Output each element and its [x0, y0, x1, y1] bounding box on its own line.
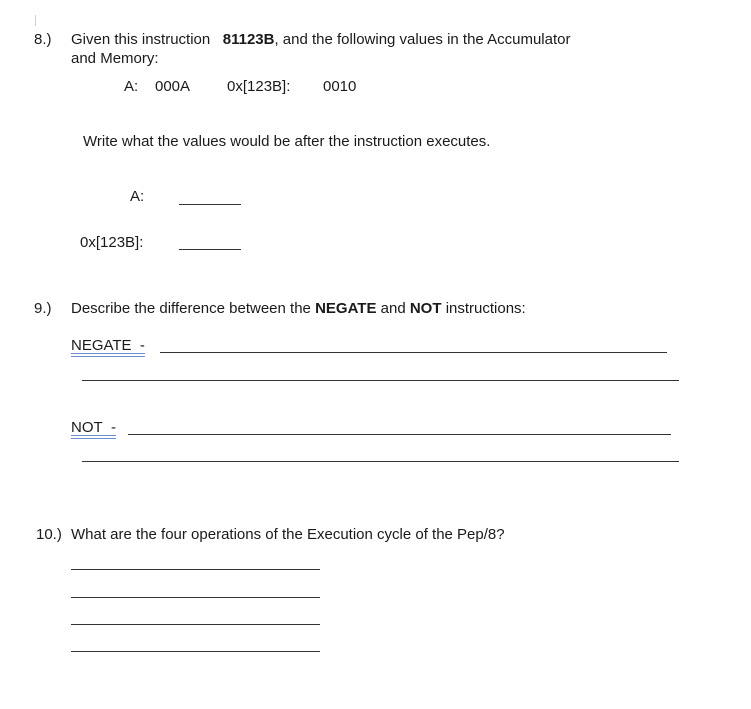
not-answer-line-1[interactable] [128, 434, 671, 435]
question-8-instruction: 81123B [222, 31, 275, 48]
answer-accumulator-blank[interactable] [179, 204, 241, 205]
not-answer-line-2[interactable] [82, 461, 679, 462]
negate-answer-line-2[interactable] [82, 380, 679, 381]
question-10-text: What are the four operations of the Execution cycle of the Pep/8? [71, 526, 505, 543]
negate-label [71, 337, 145, 355]
question-8-number: 8.) [34, 31, 52, 48]
text-cursor-mark [35, 15, 36, 26]
answer-memory-label: 0x[123B]: [80, 234, 144, 251]
question-9-middle: and [380, 300, 406, 317]
question-8-prefix: Given this instruction [71, 31, 211, 48]
accumulator-label: A: [124, 78, 139, 95]
answer-memory-blank[interactable] [179, 249, 241, 250]
negate-answer-line-1[interactable] [160, 352, 667, 353]
question-8-prompt: Write what the values would be after the instruction executes. [83, 133, 491, 150]
execution-answer-line-1[interactable] [71, 569, 320, 570]
question-9-suffix: instructions: [445, 300, 526, 317]
question-9-term-negate: NEGATE [315, 300, 377, 317]
not-label [71, 419, 116, 437]
question-9-term-not: NOT [409, 300, 442, 317]
execution-answer-line-3[interactable] [71, 624, 320, 625]
question-9-text [71, 300, 526, 318]
memory-value: 0010 [323, 78, 357, 95]
question-8-suffix: , and the following values in the Accumulator [274, 31, 571, 48]
not-label-text: NOT [71, 419, 103, 436]
execution-answer-line-2[interactable] [71, 597, 320, 598]
negate-label-text: NEGATE [71, 337, 132, 354]
question-9-number: 9.) [34, 300, 52, 317]
execution-answer-line-4[interactable] [71, 651, 320, 652]
negate-dash: - [139, 337, 145, 354]
accumulator-value: 000A [155, 78, 191, 95]
not-dash: - [111, 419, 117, 436]
question-9-prefix: Describe the difference between the [71, 300, 311, 317]
question-10-number: 10.) [36, 526, 62, 543]
question-8-text-line1 [71, 31, 570, 49]
question-8-text-line2: and Memory: [71, 50, 159, 67]
answer-accumulator-label: A: [130, 188, 145, 205]
memory-label: 0x[123B]: [227, 78, 291, 95]
